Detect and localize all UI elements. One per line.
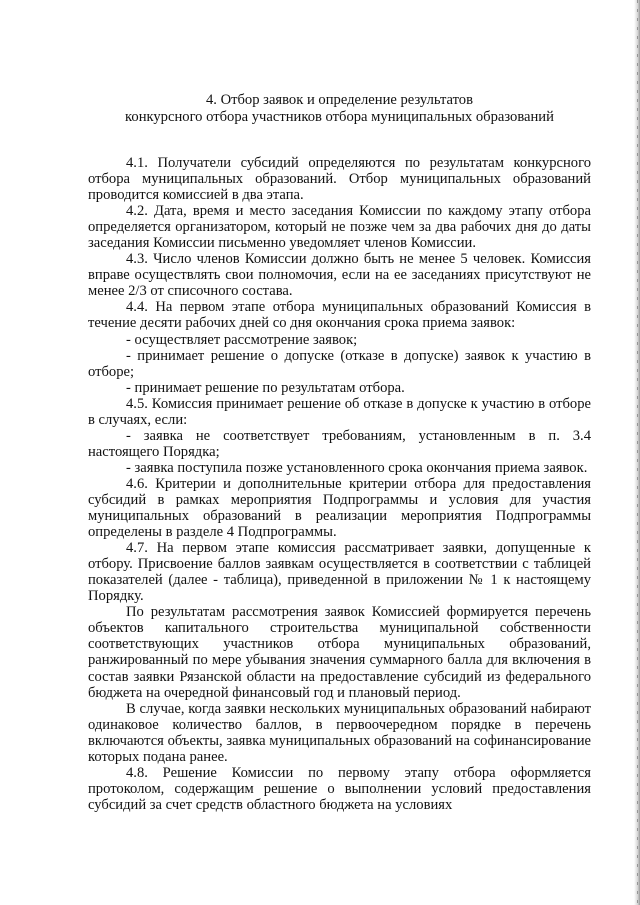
paragraph-4-6: 4.6. Критерии и дополнительные критерии отбора для предоставления субсидий в рамках мероприятия Подпрограммы и условия для участия муниципальных образований в реализации мероприятия Подпрограммы определены в разделе 4 Подпрограммы. bbox=[88, 475, 591, 541]
list-item-results: - принимает решение по результатам отбора. bbox=[126, 379, 405, 396]
paragraph-4-1: 4.1. Получатели субсидий определяются по результатам конкурсного отбора муниципальных образований. Отбор муниципальных образований проводится комиссией в два этапа. bbox=[88, 155, 591, 204]
section-heading-line-1: 4. Отбор заявок и определение результатов bbox=[206, 92, 473, 108]
paragraph-4-7: 4.7. На первом этапе комиссия рассматривает заявки, допущенные к отбору. Присвоение баллов заявкам осуществляется в соответствии с таблицей показателей (далее - таблица), приведенной в приложении № 1 к настоящему Порядку. bbox=[88, 540, 591, 605]
scan-edge-texture bbox=[637, 0, 638, 905]
list-item-review: - осуществляет рассмотрение заявок; bbox=[126, 331, 358, 348]
list-item-noncompliance: - заявка не соответствует требованиям, установленным в п. 3.4 настоящего Порядка; bbox=[88, 427, 591, 460]
paragraph-4-3: 4.3. Число членов Комиссии должно быть не менее 5 человек. Комиссия вправе осуществлять свои полномочия, если на ее заседаниях присутствуют не менее 2/3 от списочного состава. bbox=[88, 251, 591, 300]
paragraph-4-4: 4.4. На первом этапе отбора муниципальных образований Комиссия в течение десяти рабочих дней со дня окончания срока приема заявок: bbox=[88, 299, 591, 332]
paragraph-equal-scores: В случае, когда заявки нескольких муниципальных образований набирают одинаковое количество баллов, в первоочередном порядке в перечень включаются объекты, заявка муниципальных образований на софинансирование которых подана ранее. bbox=[88, 700, 591, 765]
paragraph-4-5: 4.5. Комиссия принимает решение об отказе в допуске к участию в отборе в случаях, если: bbox=[88, 395, 591, 428]
paragraph-ranking: По результатам рассмотрения заявок Комиссией формируется перечень объектов капитального строительства муниципальной собственности соответствующих участников отбора муниципальных образований, ранжированный по мере убывания значения суммарного балла для включения в состав заявки Рязанской области на предоставление субсидий из федерального бюджета на очередной финансовый год и плановый период. bbox=[88, 604, 591, 701]
section-heading-line-2: конкурсного отбора участников отбора муниципальных образований bbox=[125, 109, 554, 125]
paragraph-4-8: 4.8. Решение Комиссии по первому этапу отбора оформляется протоколом, содержащим решение о выполнении условий предоставления субсидий за счет средств областного бюджета на условиях bbox=[88, 764, 591, 813]
document-page bbox=[88, 92, 591, 813]
section-heading bbox=[88, 92, 591, 126]
list-item-late: - заявка поступила позже установленного срока окончания приема заявок. bbox=[126, 459, 588, 476]
paragraph-4-2: 4.2. Дата, время и место заседания Комиссии по каждому этапу отбора определяется организатором, который не позже чем за два рабочих дня до даты заседания Комиссии письменно уведомляет членов Комиссии. bbox=[88, 203, 591, 252]
list-item-admission: - принимает решение о допуске (отказе в допуске) заявок к участию в отборе; bbox=[88, 347, 591, 380]
